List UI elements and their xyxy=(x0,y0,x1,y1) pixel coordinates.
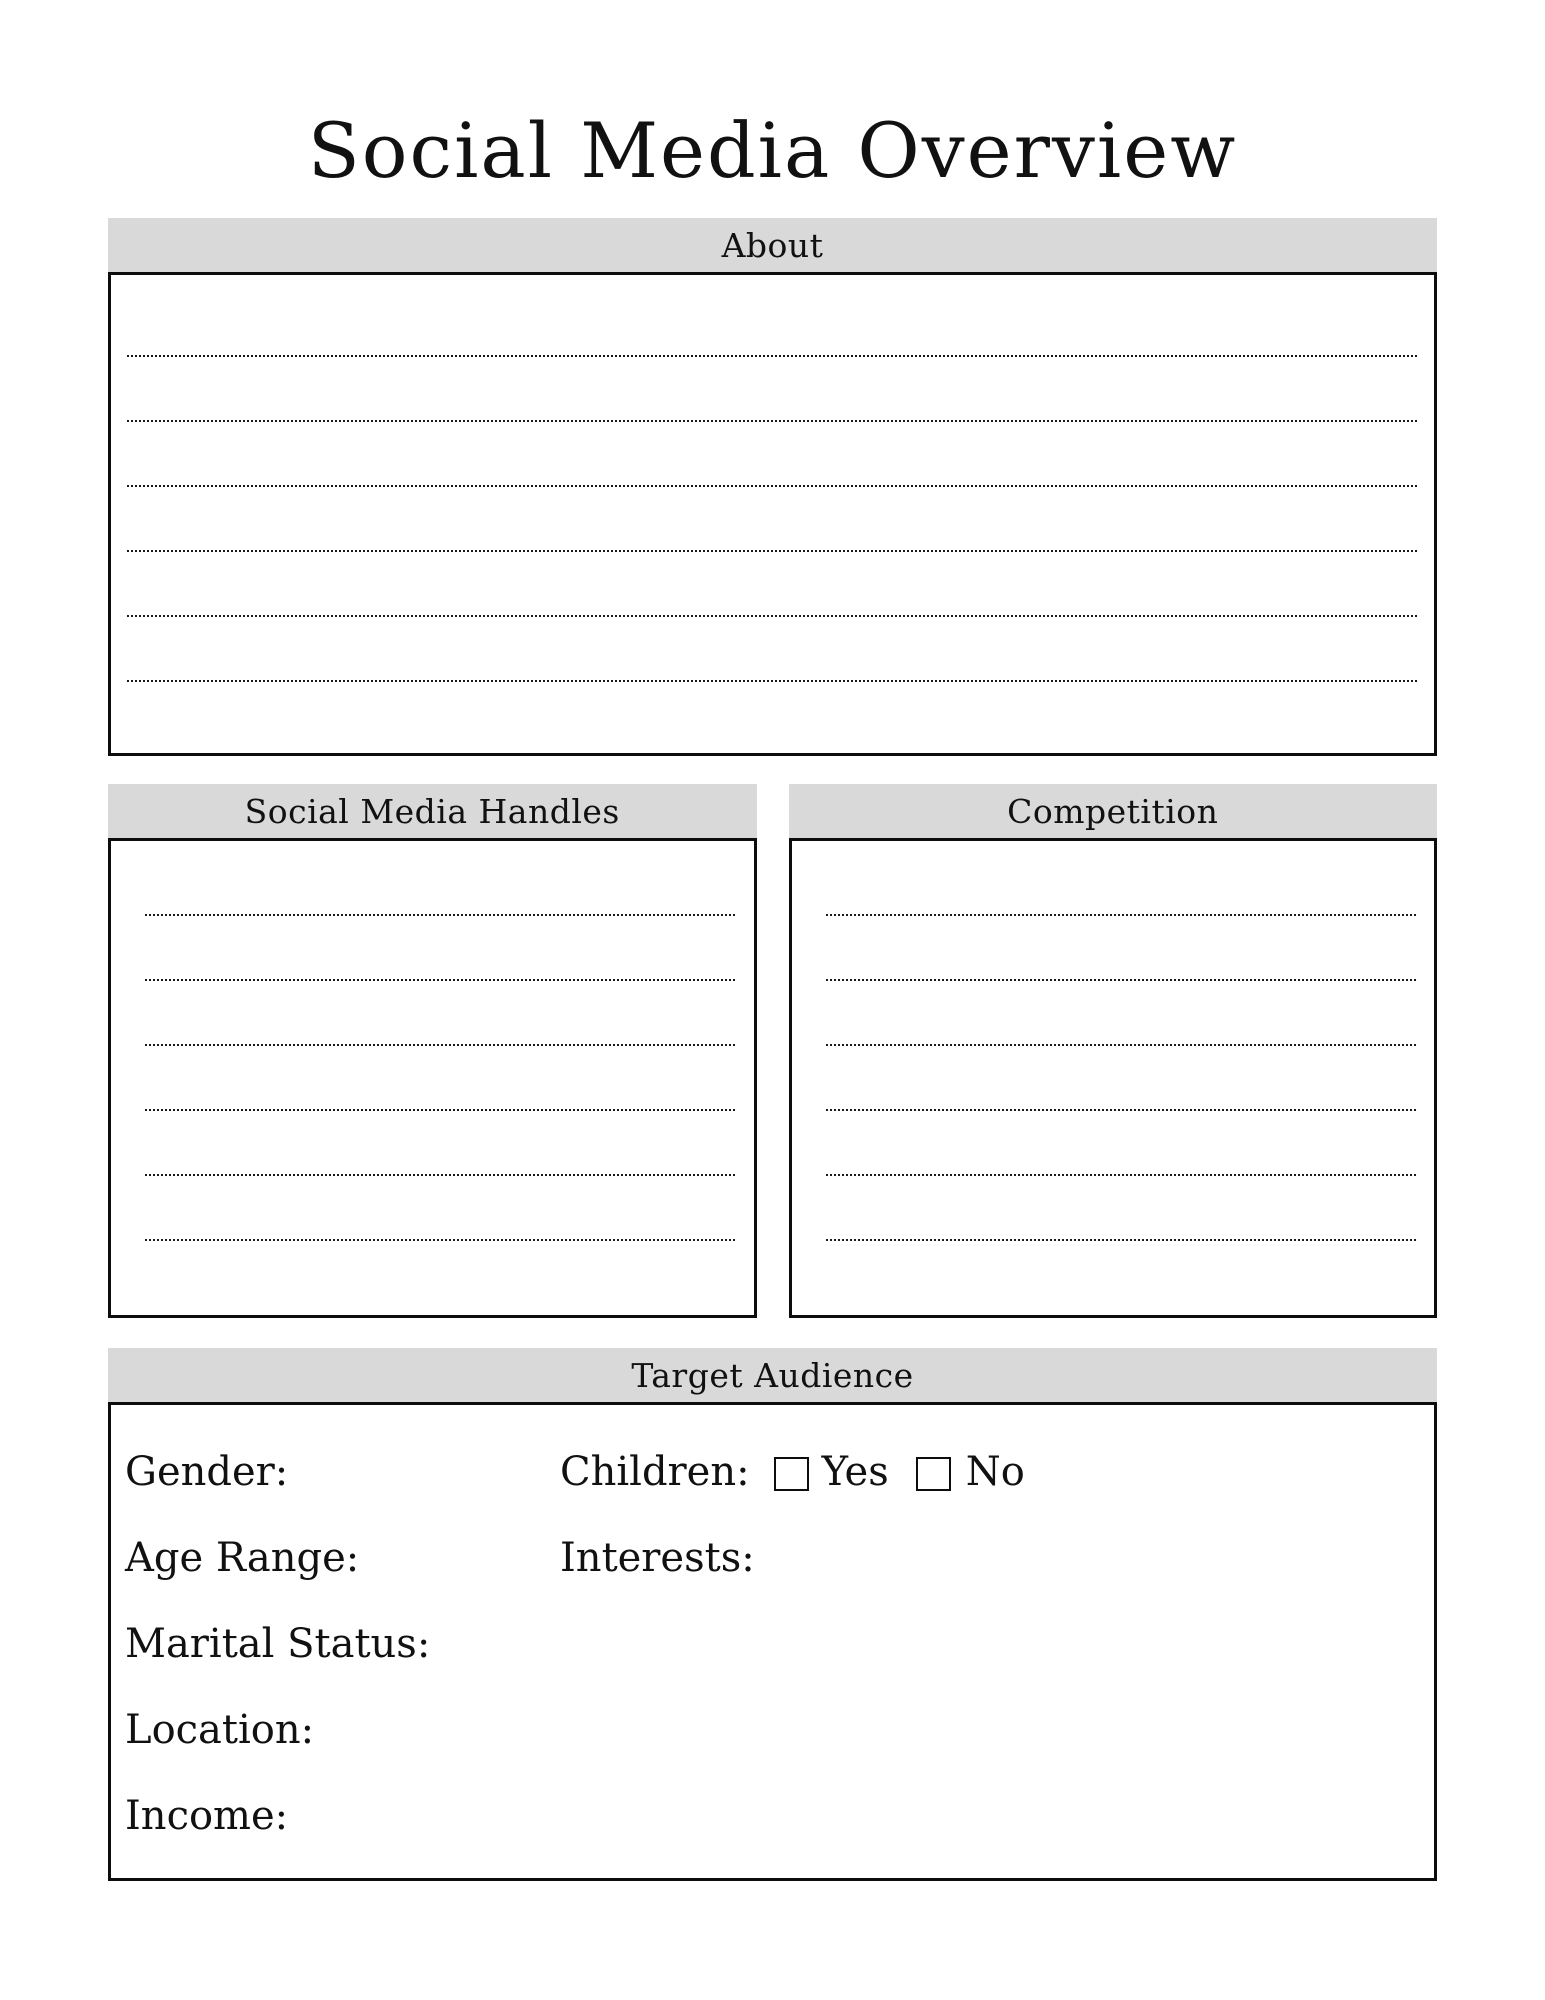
row-age-range-interests xyxy=(125,1515,1434,1601)
children-yes-checkbox[interactable] xyxy=(774,1457,809,1491)
competition-lines xyxy=(792,841,1435,1241)
children-no-checkbox[interactable] xyxy=(916,1457,951,1491)
writing-line xyxy=(127,485,1418,487)
target-audience-form xyxy=(108,1402,1437,1881)
section-header-target-audience xyxy=(108,1348,1437,1402)
writing-line xyxy=(127,355,1418,357)
children-yes-label: Yes xyxy=(821,1449,889,1495)
writing-line xyxy=(145,979,736,981)
income-label[interactable]: Income: xyxy=(125,1793,289,1839)
writing-line xyxy=(145,1239,736,1241)
children-no-label: No xyxy=(965,1449,1025,1495)
section-header-social-media-handles xyxy=(108,784,757,838)
writing-line xyxy=(826,1239,1417,1241)
age-range-label[interactable]: Age Range: xyxy=(125,1535,360,1581)
competition-writing-area[interactable] xyxy=(789,838,1438,1318)
section-about xyxy=(108,218,1437,756)
two-column-row xyxy=(108,784,1437,1318)
location-label[interactable]: Location: xyxy=(125,1707,315,1753)
social-media-handles-writing-area[interactable] xyxy=(108,838,757,1318)
section-title-competition: Competition xyxy=(1007,791,1219,831)
writing-line xyxy=(145,1174,736,1176)
interests-label[interactable]: Interests: xyxy=(560,1535,755,1581)
page-title: Social Media Overview xyxy=(307,106,1238,195)
children-label: Children: xyxy=(560,1449,750,1495)
marital-status-label[interactable]: Marital Status: xyxy=(125,1621,431,1667)
writing-line xyxy=(826,1044,1417,1046)
about-writing-area[interactable] xyxy=(108,272,1437,756)
writing-line xyxy=(127,420,1418,422)
row-gender-children xyxy=(125,1429,1434,1515)
writing-line xyxy=(145,1109,736,1111)
writing-line xyxy=(145,914,736,916)
writing-line xyxy=(826,1174,1417,1176)
section-header-competition xyxy=(789,784,1438,838)
section-competition xyxy=(789,784,1438,1318)
social-media-handles-lines xyxy=(111,841,754,1241)
writing-line xyxy=(826,914,1417,916)
section-social-media-handles xyxy=(108,784,757,1318)
writing-line xyxy=(826,1109,1417,1111)
section-title-target-audience: Target Audience xyxy=(631,1355,914,1395)
section-target-audience xyxy=(108,1348,1437,1881)
row-location xyxy=(125,1687,1434,1773)
section-header-about xyxy=(108,218,1437,272)
writing-line xyxy=(145,1044,736,1046)
writing-line xyxy=(127,680,1418,682)
section-title-social-media-handles: Social Media Handles xyxy=(244,791,620,831)
row-marital-status xyxy=(125,1601,1434,1687)
section-title-about: About xyxy=(721,225,824,265)
writing-line xyxy=(826,979,1417,981)
about-lines xyxy=(111,275,1434,682)
writing-line xyxy=(127,615,1418,617)
writing-line xyxy=(127,550,1418,552)
row-income xyxy=(125,1773,1434,1859)
gender-label[interactable]: Gender: xyxy=(125,1449,289,1495)
